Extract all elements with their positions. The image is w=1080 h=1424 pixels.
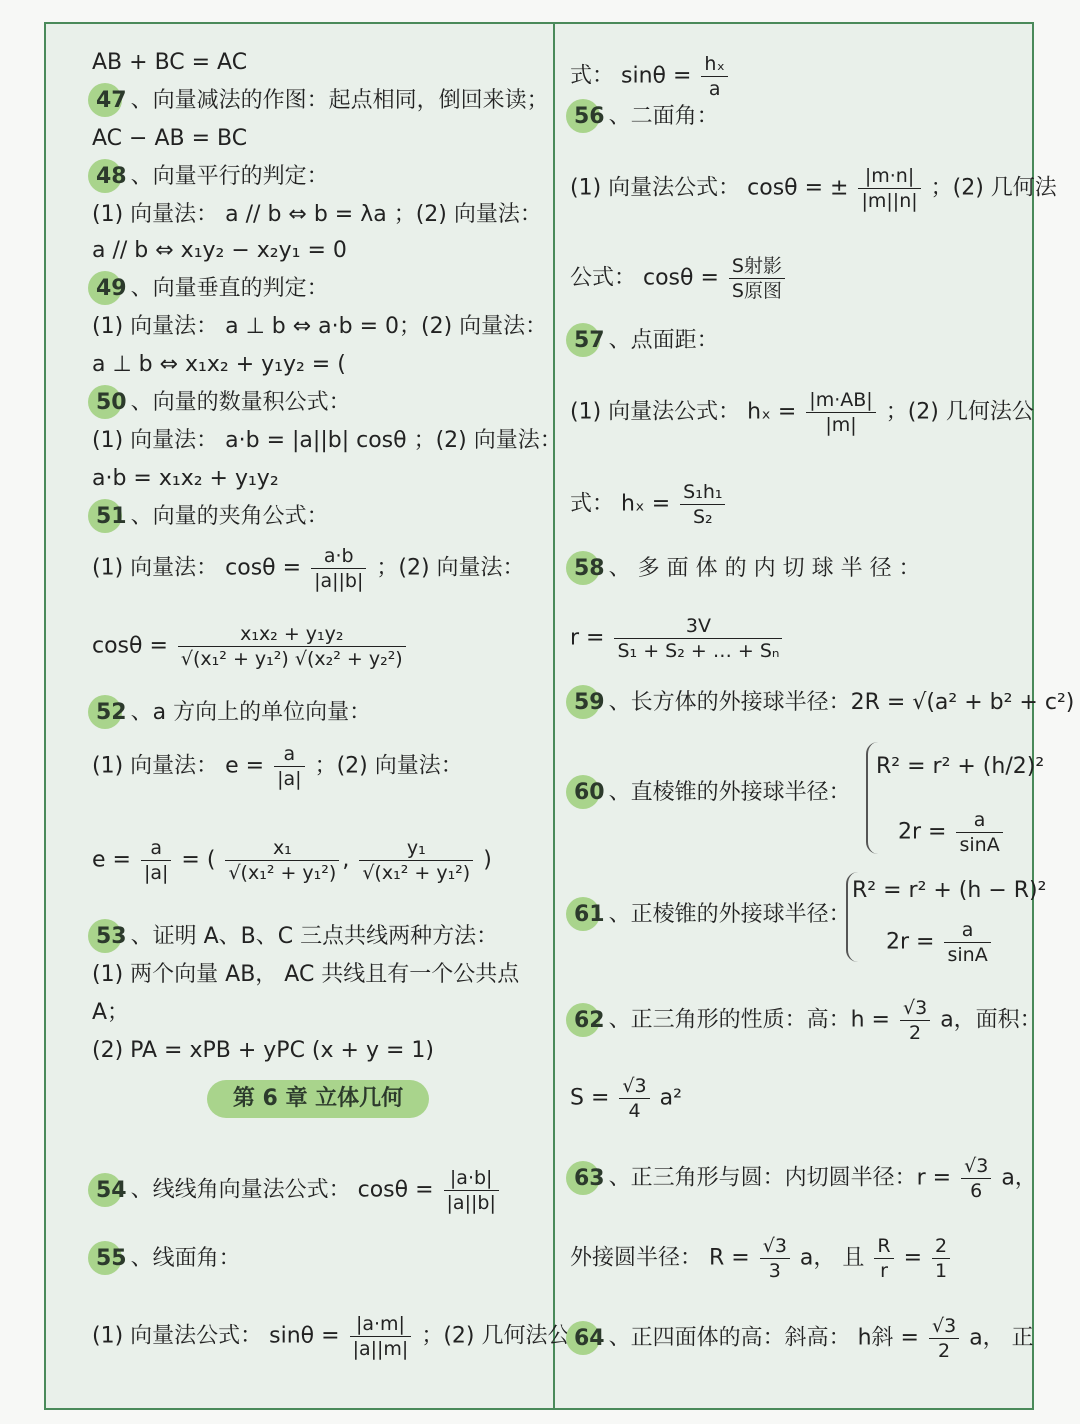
item-number: 58 [570,554,609,584]
item-text: 、正四面体的高：斜高： h斜 = [608,1325,919,1351]
denominator: a [708,78,721,100]
numerator: R [874,1234,893,1259]
denominator: 2 [938,1340,951,1362]
formula-line: e = $\frac{a}{|a|}$ = ( $\frac{\text{x₁}}{\text{√(x₁² + y₁²)}}$ , $\frac{\text{y₁}}{\text{√(x₁² + y₁²)}}$ ) [92,837,492,884]
denominator: 6 [970,1180,983,1202]
fraction [929,1314,959,1363]
formula-text: e = [92,847,131,873]
formula-line [570,388,1034,437]
denominator: S原图 [731,280,782,302]
formula-line: A； [92,1000,130,1025]
formula-text: 式： hₓ = [570,491,671,517]
formula-line: (1) 两个向量 AB， AC 共线且有一个公共点 [92,962,520,987]
fraction [956,808,1002,857]
fraction [806,388,875,437]
formula-line [570,1234,953,1283]
denominator: sinA [947,944,988,966]
column-divider [553,22,555,1410]
formula-text: 公式： cosθ = [570,265,719,291]
denominator: 1 [935,1260,948,1282]
item-text: a， [1001,1165,1037,1191]
item-number: 52 [92,698,131,728]
denominator: 3 [768,1260,781,1282]
item-text: 、 多 面 体 的 内 切 球 半 径 ： [608,556,921,581]
item-52 [92,698,371,728]
numerator: S₁h₁ [680,480,725,505]
numerator: |a·b| [444,1166,499,1191]
numerator: |a·m| [350,1312,412,1337]
denominator: S₁ + S₂ + … + Sₙ [617,640,780,662]
formula-line: (2) PA = xPB + yPC (x + y = 1) [92,1038,434,1063]
fraction [619,1074,649,1123]
denominator: 4 [628,1100,641,1122]
formula-text: ；(2) 向量法： [314,753,463,779]
item-57 [570,326,719,356]
item-text: 、线面角： [130,1246,241,1271]
item-53 [92,922,498,952]
denominator: r [880,1260,888,1282]
item-text: 、点面距： [608,328,719,353]
item-text: 、证明 A、B、C 三点共线两种方法： [130,924,499,949]
formula-line [92,1312,570,1361]
numerator: a·b [311,544,366,569]
denominator: √(x₁² + y₁²) [362,862,471,884]
formula-line [570,254,788,303]
formula-line [570,480,728,529]
formula-text: a² [659,1085,682,1111]
denominator: sinA [959,834,1000,856]
formula-line: (1) 向量法： a·b = |a||b| cosθ ；(2) 向量法： [92,428,562,453]
formula-line [92,544,525,593]
fraction [874,1234,893,1283]
formula-line [898,808,1006,857]
numerator: x₁ [225,836,339,861]
item-number: 64 [570,1324,609,1354]
item-text: a， 正 [969,1325,1034,1351]
item-number: 56 [570,102,609,132]
formula-text: 2r = [886,929,935,955]
formula-text: ；(2) 几何法公 [421,1323,570,1349]
item-text: 、线线角向量法公式： cosθ = [130,1177,434,1203]
item-number: 57 [570,326,609,356]
fraction [944,918,990,967]
item-50 [92,388,351,418]
item-number: 60 [570,778,609,808]
item-text: 、正三角形的性质：高：h = [608,1007,890,1033]
fraction [350,1312,412,1361]
numerator: √3 [900,996,930,1021]
formula-text: = [903,1245,923,1271]
formula-text: cosθ = [92,633,168,659]
item-text: 、a 方向上的单位向量： [130,700,372,725]
denominator: |a| [277,768,302,790]
denominator: |a||m| [352,1338,409,1360]
item-47 [92,86,549,116]
item-number: 48 [92,162,131,192]
numerator: |m·AB| [806,388,875,413]
formula-text: ；(2) 向量法： [376,555,525,581]
item-text: 、向量减法的作图：起点相同，倒回来读； [130,88,549,113]
denominator: |m| [825,414,857,436]
formula-text: = ( [181,847,216,873]
item-number: 55 [92,1244,131,1274]
formula-line [570,52,731,101]
formula-line [92,742,463,791]
item-63 [570,1154,1037,1203]
denominator: |m||n| [861,190,918,212]
item-text: 、向量的夹角公式： [130,504,329,529]
formula-text: ；(2) 几何法公 [885,399,1034,425]
formula-line: a // b ⇔ x₁y₂ − x₂y₁ = 0 [92,238,347,263]
numerator: √3 [760,1234,790,1259]
item-text: a，面积： [940,1007,1042,1033]
formula-line [570,1074,682,1123]
formula-text: (1) 向量法： e = [92,753,265,779]
item-number: 53 [92,922,131,952]
formula-line [92,622,409,671]
fraction [311,544,366,593]
formula-line: a·b = x₁x₂ + y₁y₂ [92,466,279,491]
denominator: 2 [909,1022,922,1044]
formula-text: 外接圆半径： R = [570,1245,750,1271]
item-number: 50 [92,388,131,418]
fraction [680,480,725,529]
item-text: 、二面角： [608,104,719,129]
numerator: √3 [929,1314,959,1339]
fraction [961,1154,991,1203]
item-number: 54 [92,1176,131,1206]
formula-text: (1) 向量法公式： sinθ = [92,1323,340,1349]
item-number: 59 [570,688,609,718]
denominator: |a||b| [446,1192,496,1214]
item-number: 61 [570,900,609,930]
fraction [900,996,930,1045]
item-text: 、长方体的外接球半径：2R = √(a² + b² + c²) [608,690,1075,715]
numerator: a [274,742,304,767]
fraction [729,254,785,303]
fraction [614,614,782,663]
chapter-heading: 第 6 章 立体几何 [207,1080,429,1118]
item-60 [570,778,851,808]
formula-line [886,918,994,967]
formula-vector-addition: AB + BC = AC [92,50,248,75]
numerator: 2 [932,1234,950,1259]
item-number: 62 [570,1006,609,1036]
numerator: 3V [614,614,782,639]
item-number: 49 [92,274,131,304]
formula-text: 2r = [898,819,947,845]
formula-text: (1) 向量法公式： hₓ = [570,399,797,425]
item-58 [570,554,921,584]
fraction [444,1166,499,1215]
numerator: x₁x₂ + y₁y₂ [178,622,406,647]
denominator: √(x₁² + y₁²) √(x₂² + y₂²) [180,648,403,670]
formula-text: ；(2) 几何法 [930,175,1057,201]
fraction [932,1234,950,1283]
fraction [858,164,920,213]
formula-text: ) [483,847,492,873]
item-62 [570,996,1042,1045]
formula-text: S = [570,1085,610,1111]
denominator: |a| [143,862,169,884]
denominator: √(x₁² + y₁²) [228,862,337,884]
item-text: 、向量平行的判定： [130,164,329,189]
numerator: |m·n| [858,164,920,189]
item-49 [92,274,329,304]
item-number: 51 [92,502,131,532]
formula-line: R² = r² + (h/2)² [876,754,1045,779]
item-text: 、正三角形与圆：内切圆半径：r = [608,1165,952,1191]
formula-line: (1) 向量法： a // b ⇔ b = λa ；(2) 向量法： [92,202,542,227]
formula-line [570,614,785,663]
item-55 [92,1244,241,1274]
formula-text: (1) 向量法公式： cosθ = ± [570,175,849,201]
item-number: 63 [570,1164,609,1194]
fraction [359,836,473,885]
formula-line: (1) 向量法： a ⊥ b ⇔ a·b = 0；(2) 向量法： [92,314,548,339]
fraction [225,836,339,885]
denominator: |a||b| [314,570,364,592]
item-61 [570,900,851,930]
item-number: 47 [92,86,131,116]
item-59 [570,688,1074,718]
numerator: √3 [619,1074,649,1099]
numerator: S射影 [729,254,785,279]
numerator: √3 [961,1154,991,1179]
item-text: 、正棱锥的外接球半径： [608,902,851,927]
fraction [141,836,171,885]
fraction [760,1234,790,1283]
formula-line: a ⊥ b ⇔ x₁x₂ + y₁y₂ = ( [92,352,346,377]
fraction [701,52,727,101]
item-64 [570,1314,1034,1363]
formula-text: (1) 向量法： cosθ = [92,555,302,581]
numerator: y₁ [359,836,473,861]
formula-text: a， 且 [799,1245,865,1271]
fraction [274,742,304,791]
formula-line: R² = r² + (h − R)² [852,878,1047,903]
numerator: hₓ [701,52,727,77]
item-text: 、向量的数量积公式： [130,390,351,415]
item-48 [92,162,329,192]
fraction [178,622,406,671]
formula-text: 式： sinθ = [570,63,692,89]
formula-vector-subtraction: AC − AB = BC [92,126,248,151]
item-51 [92,502,329,532]
numerator: a [141,836,171,861]
formula-text: r = [570,625,605,651]
denominator: S₂ [692,506,713,528]
numerator: a [956,808,1002,833]
item-54 [92,1166,502,1215]
item-text: 、直棱锥的外接球半径： [608,780,851,805]
item-text: 、向量垂直的判定： [130,276,329,301]
formula-line [570,164,1057,213]
item-56 [570,102,719,132]
numerator: a [944,918,990,943]
